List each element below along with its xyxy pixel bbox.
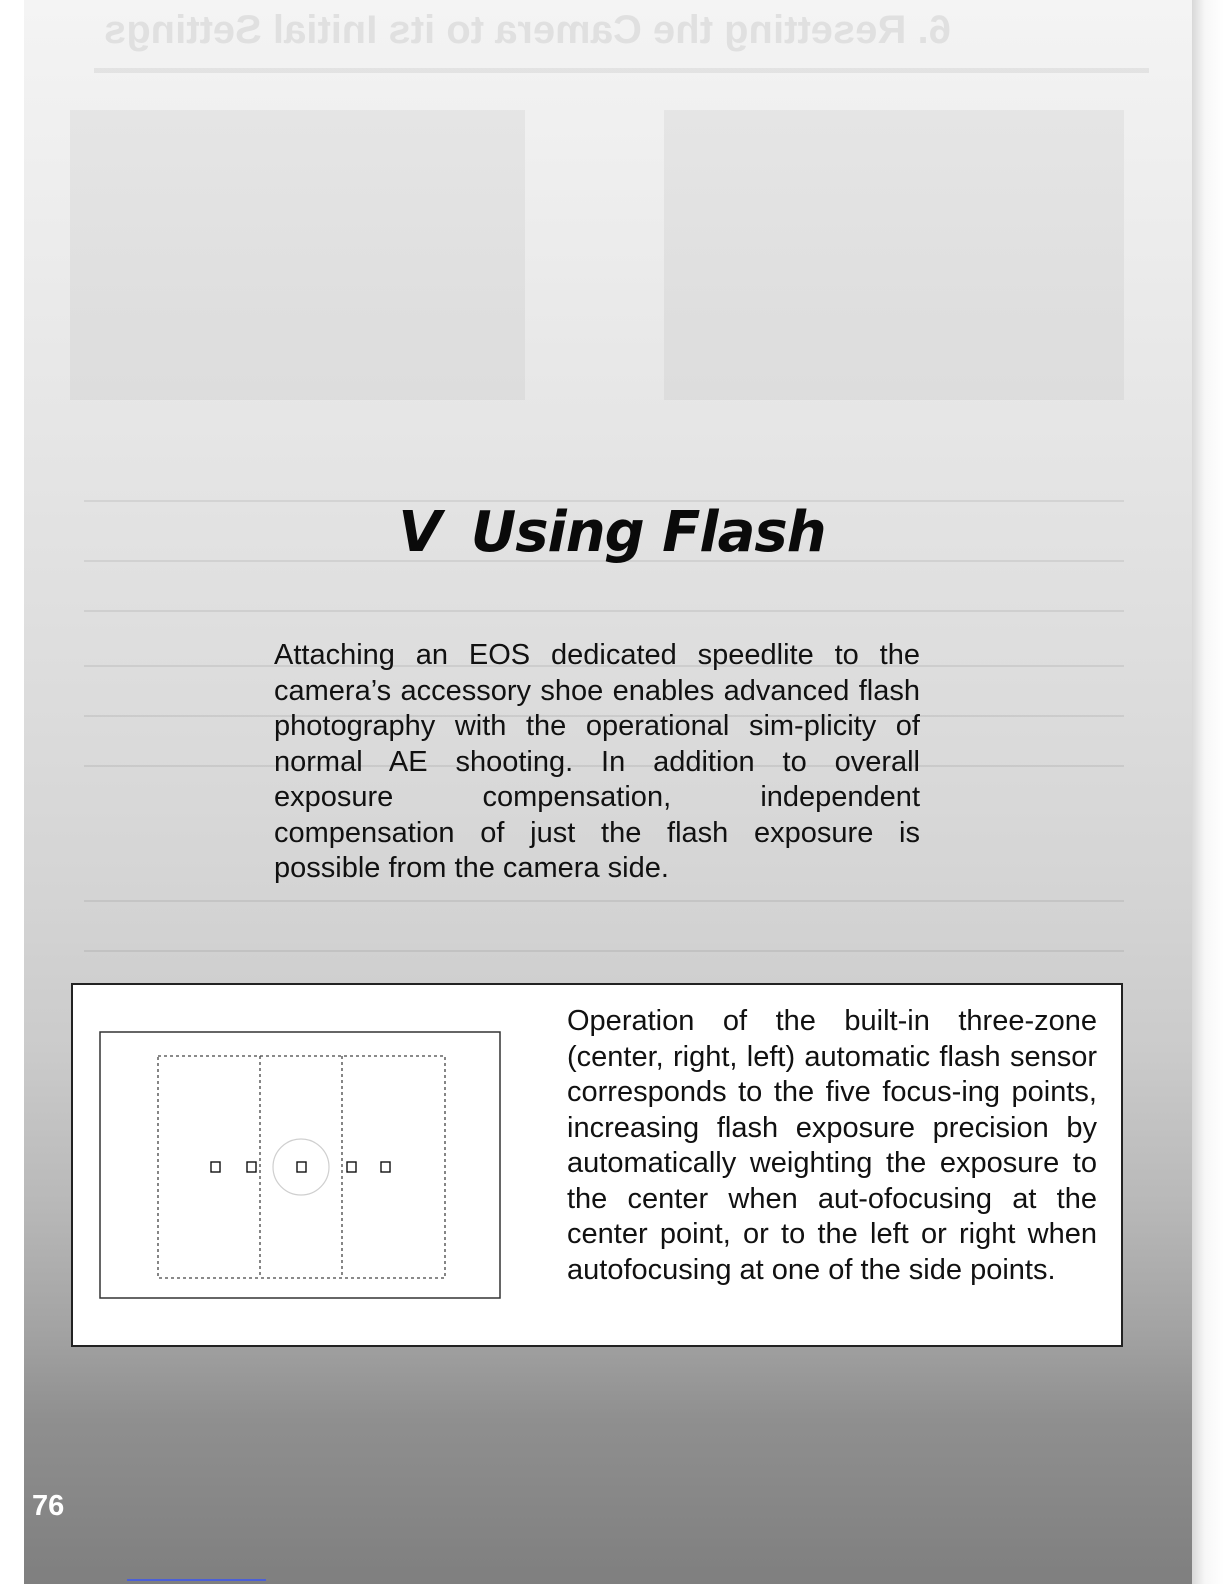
flash-sensor-info-box [71, 983, 1123, 1347]
section-heading [0, 500, 1224, 565]
info-box-text: Operation of the built-in three-zone (center, right, left) automatic flash sensor corresponds to the five focus-ing points, increasing flash exposure precision by automatically weighting the exposure to the center when aut-ofocusing at the center point, or to the left or right when autofocusing at one of the side points. [567, 1005, 1097, 1286]
bottom-link-underline [127, 1579, 266, 1581]
bleed-through-line [84, 950, 1124, 952]
bleed-through-block [664, 110, 1124, 400]
section-numeral: V [398, 500, 441, 565]
bleed-through-heading: 6. Resetting the Camera to its Initial Settings [104, 8, 951, 52]
bleed-through-line [84, 610, 1124, 612]
bleed-through-line [84, 900, 1124, 902]
page-edge [1192, 0, 1224, 1584]
bleed-through-block [70, 110, 525, 400]
viewfinder-diagram [99, 1031, 501, 1299]
intro-paragraph: Attaching an EOS dedicated speedlite to the camera’s accessory shoe enables advanced flash photography with the operational sim-plicity of normal AE shooting. In addition to overall exposure compensation, independent compensation of just the flash exposure is possible from the camera side. [274, 639, 920, 884]
page-number: 76 [32, 1490, 65, 1522]
section-title: Using Flash [470, 500, 826, 565]
viewfinder-frame [100, 1032, 500, 1298]
bleed-through-rule [94, 68, 1149, 73]
